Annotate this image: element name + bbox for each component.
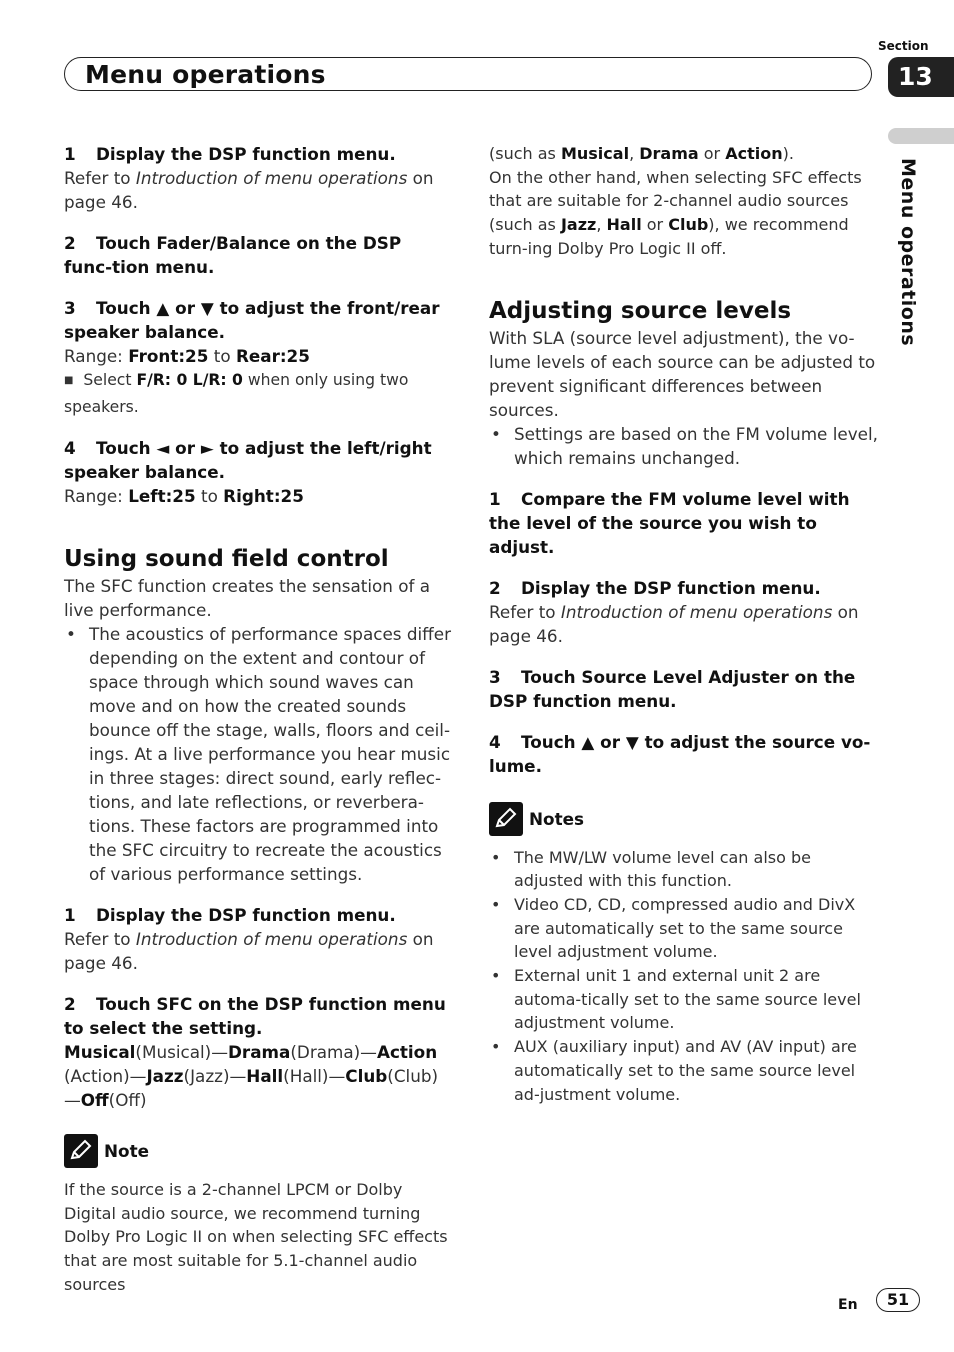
sfc-intro: The SFC function creates the sensation of a live performance. bbox=[64, 576, 431, 620]
asl-step-4-heading: 4 Touch ▲ or ▼ to adjust the source vo-lume. bbox=[489, 731, 871, 776]
section-number: 13 bbox=[888, 57, 954, 97]
chapter-title-bar bbox=[64, 57, 872, 91]
step-3-range: Range: Front:25 to Rear:25 bbox=[64, 346, 310, 366]
sfc-mode-list: Musical(Musical)—Drama(Drama)—Action (Action)—Jazz(Jazz)—Hall(Hall)—Club(Club) —Off(Off) bbox=[64, 1042, 439, 1110]
notes-label: Notes bbox=[529, 808, 584, 829]
asl-step-3-heading: 3 Touch Source Level Adjuster on the DSP function menu. bbox=[489, 666, 856, 711]
notes-header bbox=[489, 802, 879, 836]
sfc-step-1-body: Refer to Introduction of menu operations on page 46. bbox=[64, 929, 434, 973]
square-bullet-icon: ■ bbox=[64, 375, 74, 386]
step-1-heading: 1 Display the DSP function menu. bbox=[64, 144, 396, 164]
left-column bbox=[64, 142, 454, 1297]
language-label: En bbox=[838, 1297, 858, 1313]
pencil-icon bbox=[489, 802, 523, 836]
notes-item: • Video CD, CD, compressed audio and DivX are automatically set to the same source level adjustment volume. bbox=[489, 893, 879, 964]
notes-item: • External unit 1 and external unit 2 are automa-tically set to the same source level adjustment volume. bbox=[489, 964, 879, 1035]
step-4-range: Range: Left:25 to Right:25 bbox=[64, 486, 304, 506]
step-1-body: Refer to Introduction of menu operations on page 46. bbox=[64, 168, 434, 212]
sfc-bullet: • The acoustics of performance spaces differ depending on the extent and contour of space through which sound waves can move and on how the created sounds bounce off the stage, walls, floors and ceil-ings. At a live performance you hear music in three stages: direct sound, early reflec-tions, and late reflections, or reverbera-tions. These factors are programmed into the SFC circuitry to recreate the acoustics of various performance settings. bbox=[64, 622, 454, 886]
asl-step-2-body: Refer to Introduction of menu operations on page 46. bbox=[489, 601, 859, 646]
step-4-heading: 4 Touch ◄ or ► to adjust the left/right speaker balance. bbox=[64, 438, 432, 482]
note-text: If the source is a 2-channel LPCM or Dolby Digital audio source, we recommend turning Dolby Pro Logic II on when selecting SFC effects that are most suitable for 5.1-channel audio sources bbox=[64, 1180, 448, 1294]
asl-intro: With SLA (source level adjustment), the vo-lume levels of each source can be adjusted to prevent significant differences between sources. bbox=[489, 327, 876, 420]
asl-step-2-heading: 2 Display the DSP function menu. bbox=[489, 577, 821, 598]
sfc-heading: Using sound field control bbox=[64, 546, 389, 572]
asl-step-1-heading: 1 Compare the FM volume level with the level of the source you wish to adjust. bbox=[489, 488, 850, 557]
step-3-tip: ■ Select F/R: 0 L/R: 0 when only using two speakers. bbox=[64, 371, 409, 416]
asl-heading: Adjusting source levels bbox=[489, 297, 792, 324]
cross-reference: Introduction of menu operations bbox=[135, 168, 408, 188]
notes-item: • The MW/LW volume level can also be adjusted with this function. bbox=[489, 846, 879, 893]
asl-bullet: • Settings are based on the FM volume level, which remains unchanged. bbox=[489, 422, 879, 470]
pencil-icon bbox=[64, 1134, 98, 1168]
right-column bbox=[489, 142, 879, 1106]
step-2-heading: 2 Touch Fader/Balance on the DSP func-tion menu. bbox=[64, 233, 402, 277]
notes-item: • AUX (auxiliary input) and AV (AV input) are automatically set to the same source level ad-justment volume. bbox=[489, 1035, 879, 1106]
sfc-step-1-heading: 1 Display the DSP function menu. bbox=[64, 905, 396, 925]
step-3-heading: 3 Touch ▲ or ▼ to adjust the front/rear speaker balance. bbox=[64, 298, 440, 342]
section-label: Section bbox=[878, 39, 929, 53]
sfc-step-2-heading: 2 Touch SFC on the DSP function menu to select the setting. bbox=[64, 994, 446, 1038]
note-label: Note bbox=[104, 1141, 149, 1161]
note-continuation: (such as Musical, Drama or Action). On the other hand, when selecting SFC effects that are suitable for 2-channel audio sources (such as Jazz, Hall or Club), we recommend turn-ing Dolby Pro Logic II off. bbox=[489, 144, 862, 258]
chapter-title: Menu operations bbox=[85, 60, 326, 89]
page-number: 51 bbox=[876, 1288, 920, 1312]
note-header bbox=[64, 1134, 454, 1168]
side-tab-marker bbox=[888, 128, 954, 144]
side-tab-label: Menu operations bbox=[897, 158, 919, 347]
